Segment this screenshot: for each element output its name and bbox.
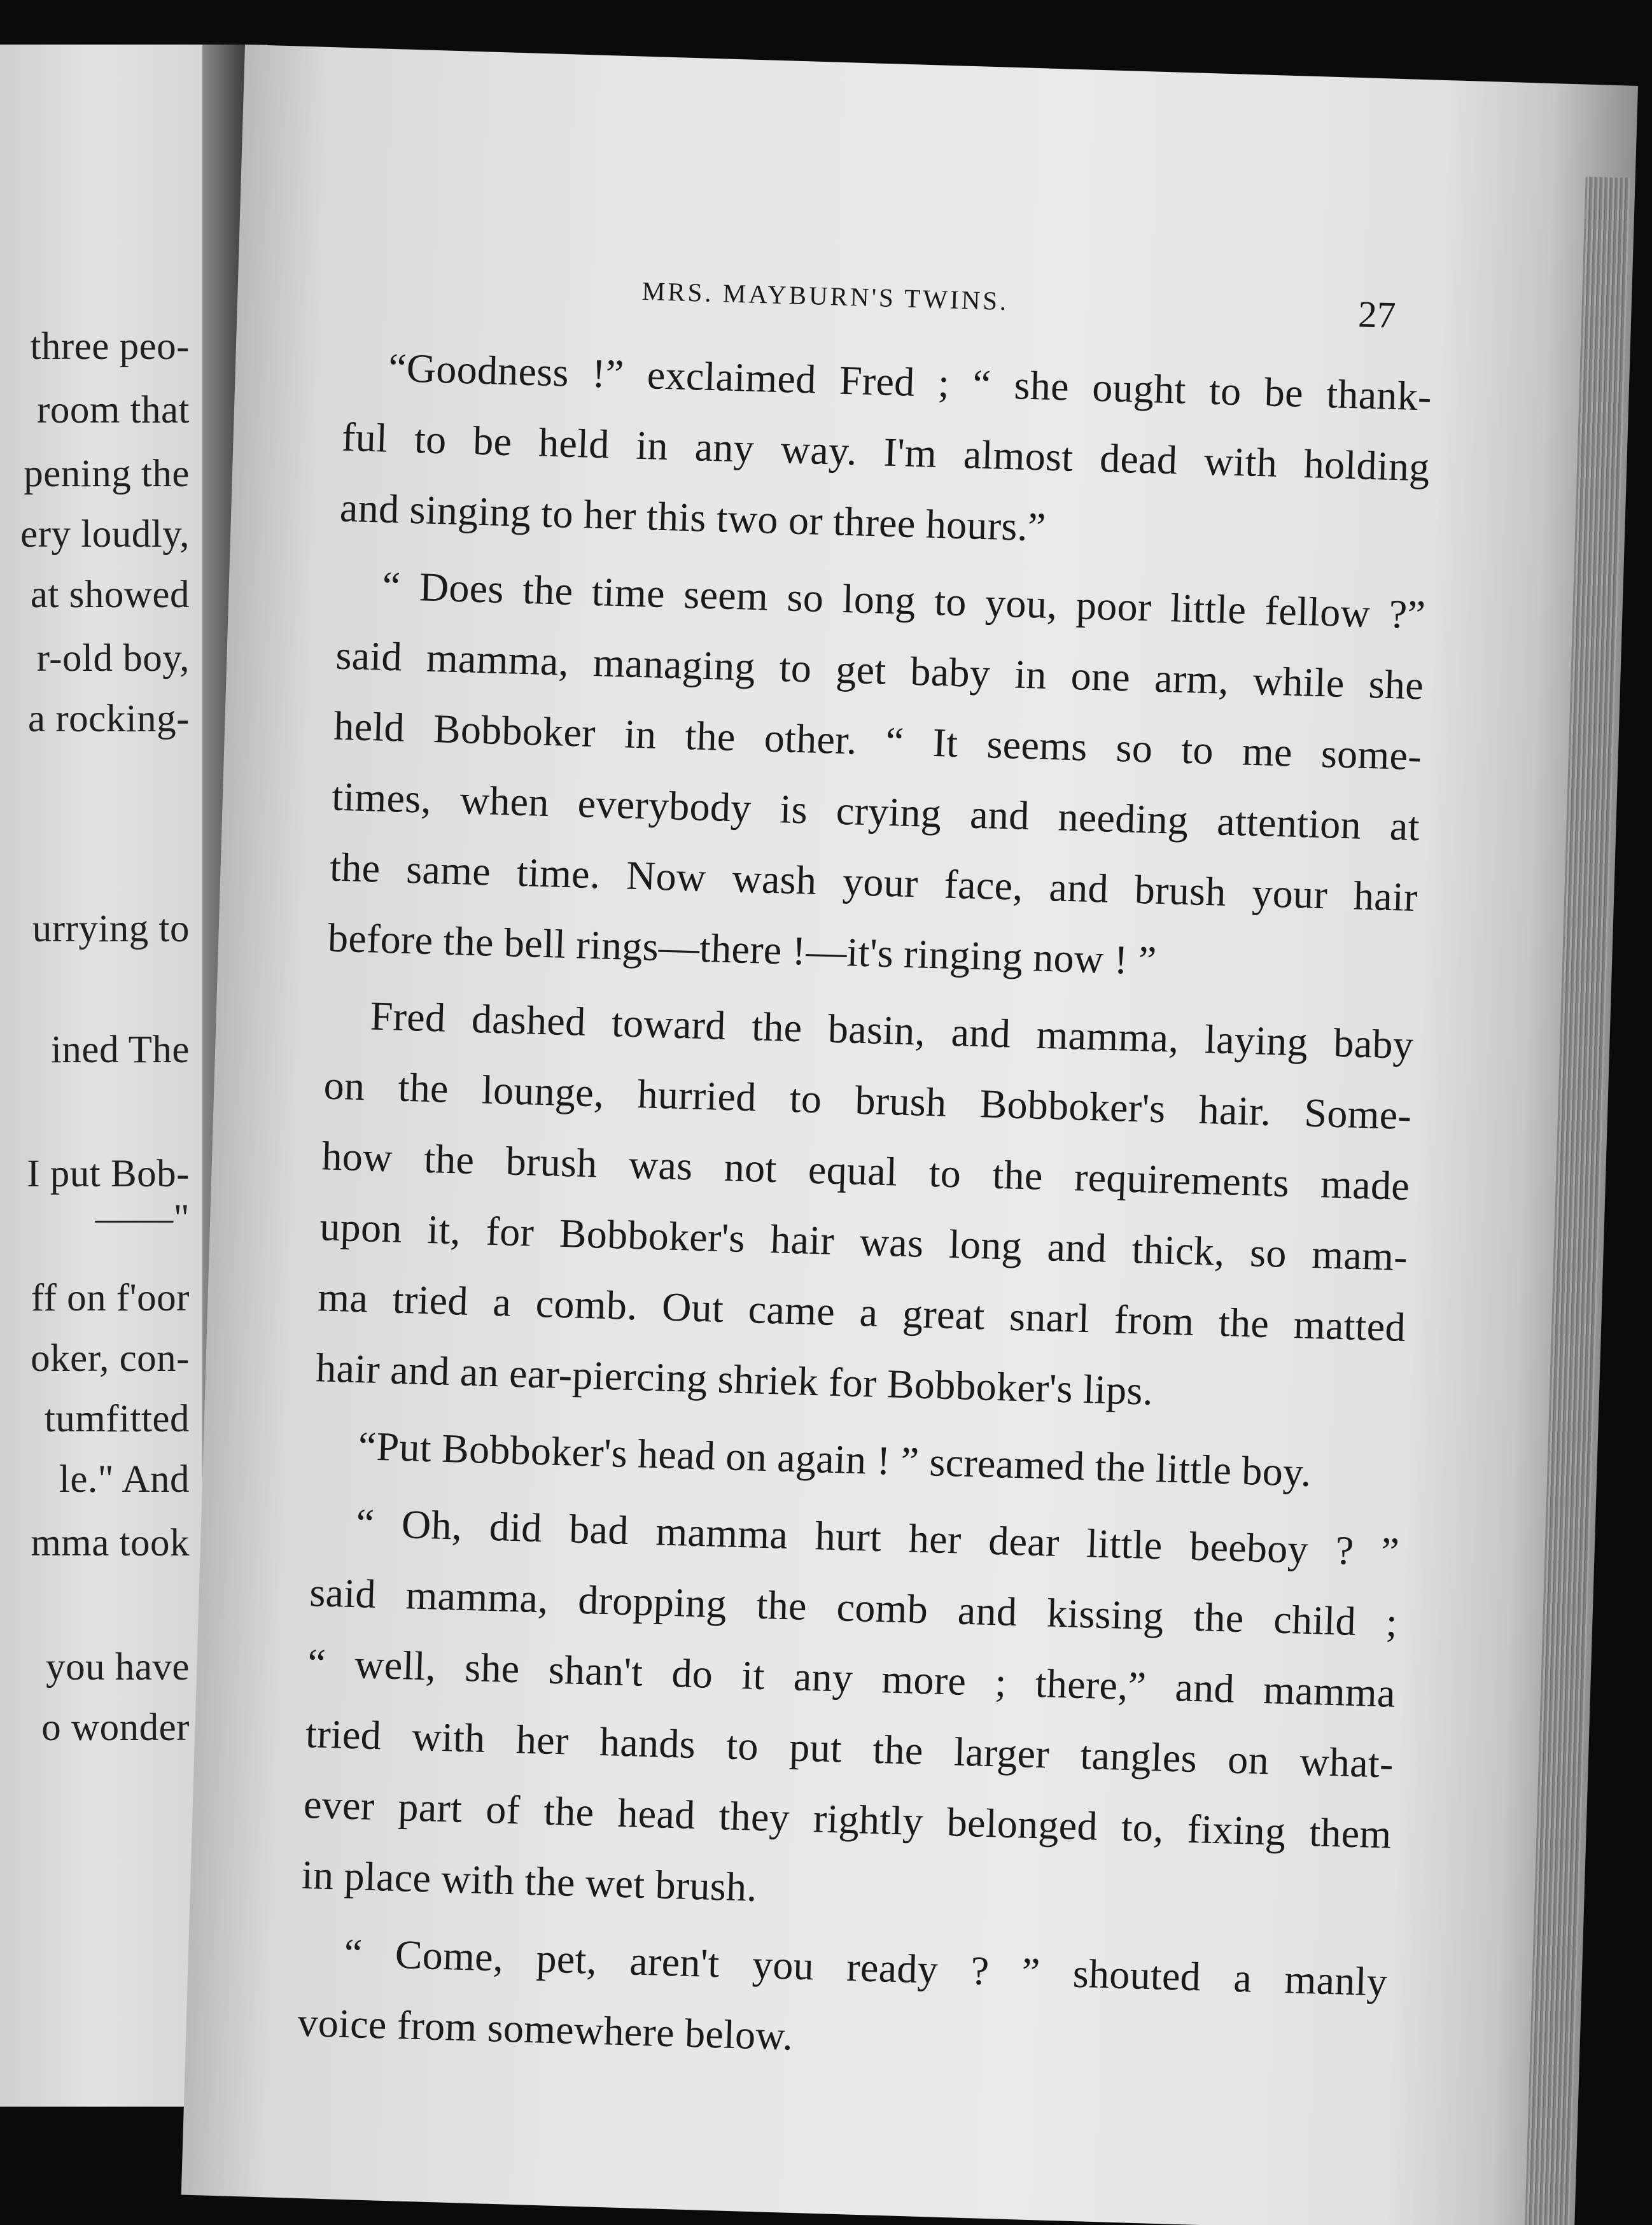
left-page-line: ff on f'oor (31, 1277, 190, 1319)
right-page (181, 45, 1638, 2225)
paragraph (301, 1486, 1401, 1940)
left-page-line: pening the (24, 453, 190, 495)
left-page-line: three peo- (30, 325, 190, 368)
text-line: ever part of the head they rightly belonged to, fixing them (303, 1781, 1392, 1857)
left-page-line: oker, con- (31, 1337, 190, 1380)
text-line: voice from somewhere below. (297, 1999, 794, 2059)
text-line: said mamma, dropping the comb and kissing the child ; (309, 1569, 1398, 1645)
page-body (297, 267, 1434, 2088)
text-line: times, when everybody is crying and needing attention at (331, 773, 1420, 850)
text-line: on the lounge, hurried to brush Bobboker's hair. Some- (323, 1062, 1413, 1139)
left-page-line: at showed (30, 573, 190, 616)
left-page-line: mma took (31, 1522, 190, 1564)
text-line: in place with the wet brush. (301, 1851, 758, 1910)
left-page-line: r-old boy, (36, 637, 190, 680)
page-stack-edge (1523, 177, 1630, 2225)
text-line: upon it, for Bobboker's hair was long and thick, so mam- (319, 1204, 1408, 1280)
paragraph (315, 979, 1415, 1433)
left-page-line: le." And (59, 1458, 190, 1501)
text-line: ma tried a comb. Out came a great snarl from the matted (317, 1274, 1406, 1350)
running-title: MRS. MAYBURN'S TWINS. (641, 276, 1009, 316)
text-line: the same time. Now wash your face, and brush your hair (329, 844, 1418, 920)
left-page-line: a rocking- (28, 698, 190, 740)
text-line: “ well, she shan't do it any more ; there,” and mamma (307, 1640, 1396, 1716)
text-line: “Put Bobboker's head on again ! ” screamed the little boy. (358, 1423, 1312, 1495)
text-paragraphs (297, 331, 1432, 2088)
left-page-line: I put Bob- (27, 1153, 190, 1195)
text-line: said mamma, managing to get baby in one arm, while she (335, 632, 1424, 708)
text-line: tried with her hands to put the larger tangles on what- (305, 1711, 1394, 1786)
left-page-line: tumfitted (44, 1398, 190, 1440)
text-line: “ Come, pet, aren't you ready ? ” shouted a manly (343, 1930, 1389, 2005)
left-page-line: o wonder (41, 1706, 190, 1749)
left-page-line: urrying to (32, 908, 190, 950)
text-line: Fred dashed toward the basin, and mamma, laying baby (369, 993, 1415, 1068)
left-page-line: ery loudly, (20, 513, 190, 556)
text-line: hair and an ear-piercing shriek for Bobboker's lips. (315, 1345, 1154, 1414)
text-line: and singing to her this two or three hours.” (339, 484, 1047, 550)
left-page-line: ined The (50, 1028, 190, 1071)
page-number: 27 (1357, 293, 1397, 336)
text-line: before the bell rings—there !—it's ringing now ! ” (327, 915, 1158, 983)
paragraph (327, 549, 1427, 1003)
text-line: “ Does the time seem so long to you, poor little fellow ?” (381, 563, 1427, 638)
text-line: held Bobboker in the other. “ It seems so to me some- (333, 703, 1422, 779)
left-page-line: ——" (95, 1197, 190, 1240)
paragraph (297, 1916, 1389, 2088)
paragraph (339, 331, 1433, 573)
text-line: “Goodness !” exclaimed Fred ; “ she ought to be thank- (388, 344, 1432, 419)
text-line: ful to be held in any way. I'm almost dead with holding (341, 414, 1431, 490)
text-line: “ Oh, did bad mamma hurt her dear little beeboy ? ” (355, 1500, 1400, 1575)
text-line: how the brush was not equal to the requirements made (321, 1133, 1411, 1209)
left-page-line: room that (37, 389, 190, 432)
left-page-line: you have (46, 1646, 190, 1688)
